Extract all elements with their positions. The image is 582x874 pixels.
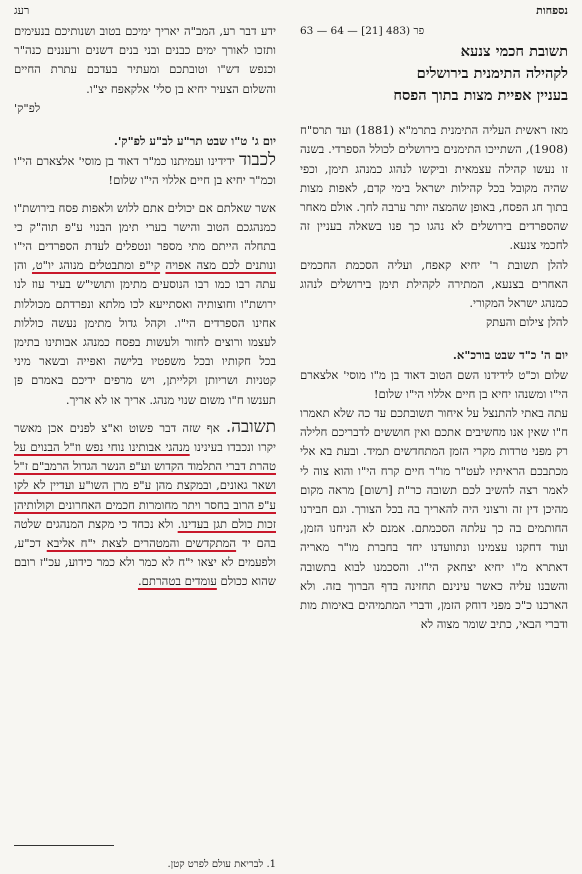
reference-code: 63 — 64 — פר (483 [21] (300, 25, 425, 37)
article-title (300, 41, 568, 107)
letter-dateline: יום ה' כ"ד שבט בורכ"א. (452, 348, 568, 363)
greeting-text: ידידינו ועמיתנו כמ"ר דאוד בן מוסי' אלצארם הי"ו וכמ"ר יחיא בן חיים אללוי הי"ו שלום! (14, 154, 276, 188)
left-column (14, 22, 276, 592)
responsum-greeting (14, 151, 276, 190)
title-line-3: בעניין אפיית מצות בתוך הפסח (393, 87, 568, 105)
answer-paragraph (14, 418, 276, 592)
question-paragraph (14, 199, 276, 410)
letter-greeting: שלום וכ"ט לידידנו השם הטוב דאוד בן מ"ו מוסי' אלצארם הי"ו ומשנהו יחיא בן חיים אללוי הי"ו שלום! (300, 367, 568, 401)
answer-text: ולא נכחד כי מקצת המנהגים שלטה בהם יד (14, 516, 277, 551)
responsum-dateline: יום ג' ט"ו שבט תר"ע לב"ע לפ"ק'. (113, 134, 276, 149)
intro-paragraph: מאז ראשית העליה התימנית בתרמ"א (1881) ועד תרס"ח (1908), השתייכו התימנים בירושלים לכולל הספרדי. בשנה זו נעשו קהילה עצמאית וביקשו לנהוג כמנהג תימן, וכפי שהיה מקובל בכל קהילות ישראל בימי קדם, לאפות מצות בתוך חג הפסח, באופן שהמצה יותר ערבה לחך. אולם מאחר שהספרדים בירושלים לא נהגו כך פנו בשאלה בעניין זה לחכמי צנעא. (299, 123, 568, 253)
section-name: נספחות (536, 4, 568, 17)
intro-paragraph: להלן צילום והעתק (485, 315, 568, 330)
running-header (14, 3, 568, 19)
page-number: רעג (14, 4, 30, 17)
footnote: 1. לבריאת עולם לפרט קטן. (167, 859, 276, 870)
underlined-passage: עומדים בטהרתם. (137, 574, 217, 589)
underlined-phrase: ונותנים לכם מצה אפויה (165, 258, 277, 273)
footnote-rule (14, 845, 114, 846)
underlined-passage: המתקדשים והמטהרים לצאת י"ח אליבא (46, 536, 237, 551)
answer-lead: תשובה. (225, 416, 276, 437)
answer-text: אף שזה דבר פשוט וא"צ לפנים אכן מאשר יקרו ונכבדו בעינינו (14, 420, 277, 455)
letter-signature: לפ"ק' (14, 100, 41, 115)
answer-text: דכ"ע, ולפעמים לא יצאו י"ח לא כמר ולא כמר כידוע, עכ"ז רובם שהוא ככולם (14, 536, 276, 589)
title-line-1: תשובת חכמי צנעא (460, 43, 568, 61)
right-column (300, 22, 568, 634)
underlined-phrase: קי"פ ומתבטלים מנוהג יו"ט, (31, 258, 161, 273)
greeting-lead: לכבוד (239, 150, 277, 171)
question-text: אשר שאלתם אם יכולים אתם ללוש ולאפות פסח בירושת"ו כמנהגכם הטוב והישר בערי תימן הבנוי ע"פ תוה"ק כי בתחלה הייתם מתי מספר ונטפלים לעדת הספרדים הי"ו (14, 200, 276, 254)
title-line-2: לקהילה התימנית בירושלים (416, 65, 568, 83)
letter-blessing: ידע דבר רע, המב"ה יאריך ימיכם בטוב ושנותיכם בנעימים ותזכו לאורך ימים כבנים ובני בנים דשנים ורעננים כנה"ר וכנפש דש"ו וטובתכם ומעתיר בעדכם עתרת החיים והשלום הצעיר יחיא בן סלי' אלקאפח יצ"ו. (14, 24, 276, 96)
letter-body: עתה באתי להתנצל על איחור תשובתכם עד כה שלא תאמרו ח"ו שאין אנו מחשיבים אתכם ואין חוששים לדבריכם חלילה רק מפני טרדות מקרי הזמן המתחדשים תמיד. ובעת בא אלי מכתבכם הראיתיו לעט"ר מו"ר חיים קרח הי"ו והוא צוה לי לאמר רצה להשיב לכם תשובה כר"ת [רשום] מראה מקום מהיכן דין זה ורצוני היה להאריך בה בכל הצורך. וגם חבירנו החותמים בה כך עלתה הסכמתם. אמנם לא הניחנו הזמן, ועוד דחקנו עצמינו ונתוועדנו יחד בחברת מו"ר מאריה דאתרא מ"ו יחיא יצחאק הי"ו. והסכמנו לבוא בתשובה והשבנו עליה כאשר עינינם תחזינה בדף הברוך בזה. ולא הארכנו כ"כ מפני דוחק הזמן, ודברי המתמיהים באימות מות ודברי הבאי, כתיב שומר מצוה לא (300, 406, 568, 632)
intro-paragraph: להלן תשובת ר' יחיא קאפח, ועליה הסכמת החכמים האחרים בצנעא, המתירה לקהילת תימן בירושלים לנהוג כמנהג ישראל המקורי. (300, 257, 568, 311)
underlined-passage: מנהגי אבותינו נוחי נפש וז"ל הבנוים על טהרת דברי התלמוד הקדוש וע"פ הנשר הגדול הרמב"ם ז"ל ושאר גאונים, ובמקצת מהן ע"פ מרן השו"ע ועדיין לא לקו ע"פ הרוב בחסר ויתר מחומרות חכמים האחרונים וקולותיהן זכות כולם תגן בעדינו. (14, 440, 276, 531)
question-text: והן עתה רבו כמו רבו הנוסעים מתימן ותושי"ש בעיר עוז לנו ירושת"ו וחוצותיה ואסתייעא לכו מלתא ונפרדתם מכוללות אחינו הספרדים הי"ו. וקהל גדול מתימן נעשה כוללות לעצמו ורוצים לחזור ולעשות בפסח כמנהג אבותינו בתימן בכל חקותיו ובכל משפטיו בלישה ואפייה ובשאר מיני קטניות ושריותן וקלייתן, ויש מרפים ידיכם באמרם פן תענשו ח"ו משום שנוי מנהג. אריך או לא אריך. (14, 258, 276, 407)
